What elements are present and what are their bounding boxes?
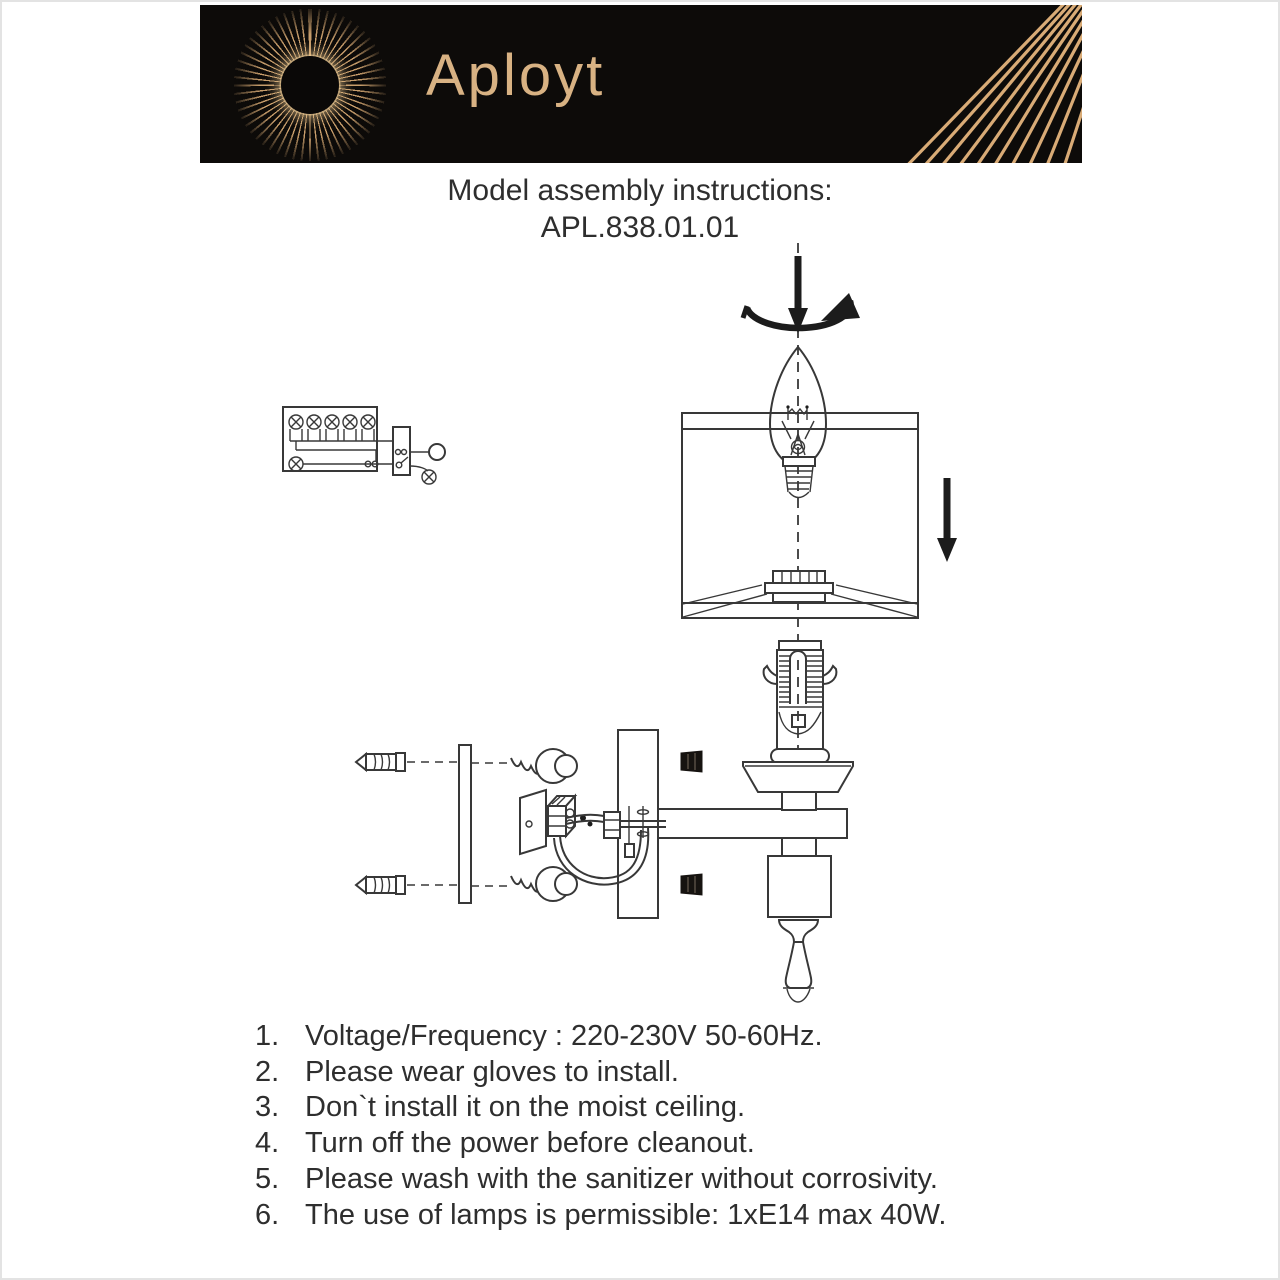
wall-anchors	[356, 753, 509, 894]
item-text: Turn off the power before cleanout.	[305, 1127, 755, 1160]
instruction-item	[0, 1162, 1280, 1198]
instruction-item	[0, 1090, 1280, 1126]
lamp-column	[743, 762, 853, 1002]
item-text: Please wear gloves to install.	[305, 1055, 679, 1088]
item-number: 3.	[255, 1091, 280, 1124]
brand-name: Aployt	[426, 43, 606, 108]
item-number: 1.	[255, 1020, 280, 1052]
item-text: Voltage/Frequency : 220-230V 50-60Hz.	[305, 1020, 823, 1052]
item-number: 6.	[255, 1198, 280, 1231]
item-number: 5.	[255, 1162, 280, 1195]
lamp-socket	[764, 641, 837, 763]
insert-arrow-icon	[937, 478, 957, 562]
item-text: Don`t install it on the moist ceiling.	[305, 1091, 746, 1124]
title-line: Model assembly instructions:	[447, 174, 833, 207]
item-text: Please wash with the sanitizer without corrosivity.	[305, 1162, 938, 1195]
wiring-schematic	[283, 407, 445, 484]
instruction-item	[0, 1055, 1280, 1091]
item-number: 2.	[255, 1055, 280, 1088]
instructions-list	[0, 1019, 1280, 1233]
lampshade	[682, 413, 918, 618]
model-code: APL.838.01.01	[540, 211, 740, 244]
instruction-item	[0, 1198, 1280, 1234]
item-text: The use of lamps is permissible: 1xE14 max 40W.	[305, 1198, 947, 1231]
instruction-item	[0, 1126, 1280, 1162]
wall-plate	[459, 745, 471, 903]
rotation-arrow-icon	[743, 256, 860, 333]
instruction-item	[0, 1019, 1280, 1055]
item-number: 4.	[255, 1127, 280, 1160]
